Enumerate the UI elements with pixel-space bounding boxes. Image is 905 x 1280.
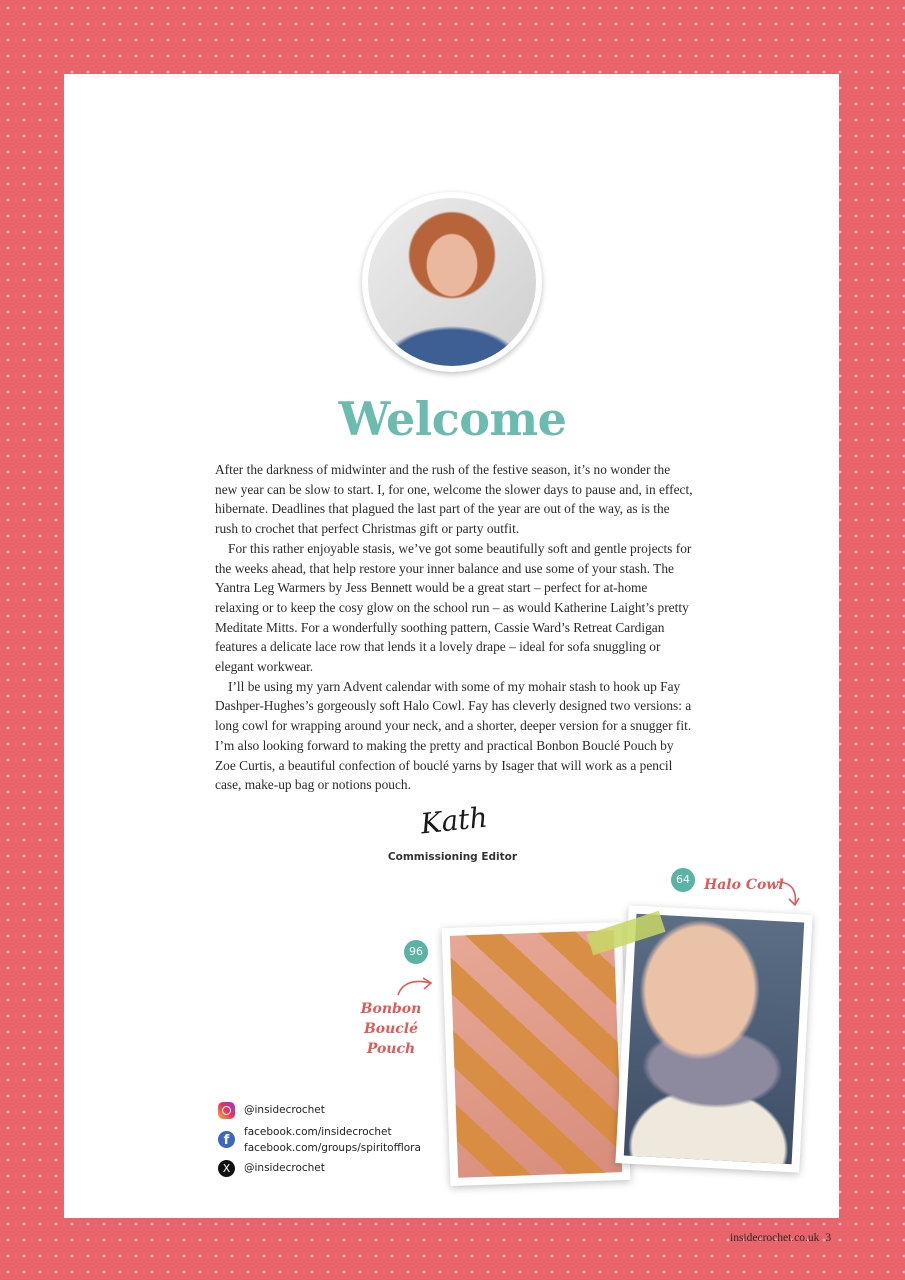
editor-letter <box>215 460 693 795</box>
footer-site[interactable]: insidecrochet.co.uk <box>730 1232 820 1244</box>
facebook-icon: f <box>218 1131 235 1148</box>
pouch-label[interactable]: Bonbon Bouclé Pouch <box>360 1001 422 1057</box>
paragraph: After the darkness of midwinter and the rush of the festive season, it’s no wonder the new year can be slow to start. I, for one, welcome the slower days to pause and, in effect, hibernate. Deadlines that plagued the last part of the year are out of the way, as is the rush to crochet that perfect Christmas gift or party outfit. <box>215 462 693 537</box>
paragraph: For this rather enjoyable stasis, we’ve got some beautifully soft and gentle projects for the weeks ahead, that help restore your inner balance and use some of your stash. The Yantra Leg Warmers by Jess Bennett would be a great start – perfect for at-home relaxing or to keep the cosy glow on the school run – as would Katherine Laight’s pretty Meditate Mitts. For a wonderfully soothing pattern, Cassie Ward’s Retreat Cardigan features a delicate lace row that lends it a lovely drape – ideal for sofa snuggling or elegant workwear. <box>215 540 692 675</box>
instagram-icon <box>218 1102 235 1119</box>
cowl-page-badge[interactable]: 64 <box>671 868 695 892</box>
pouch-photo[interactable] <box>442 922 631 1186</box>
page-footer <box>730 1232 831 1244</box>
editor-portrait <box>362 192 542 372</box>
cowl-arrow-icon <box>775 880 805 910</box>
pouch-arrow-icon <box>396 975 436 999</box>
x-icon: X <box>218 1160 235 1177</box>
pouch-page-badge[interactable]: 96 <box>404 940 428 964</box>
cowl-photo[interactable] <box>615 905 812 1172</box>
signature: Kath <box>419 800 489 841</box>
paragraph: I’ll be using my yarn Advent calendar with some of my mohair stash to hook up Fay Dashper-Hughes’s gorgeously soft Halo Cowl. Fay has cleverly designed two versions: a long cowl for wrapping around your neck, and a shorter, deeper version for a snugger fit. I’m also looking forward to making the pretty and practical Bonbon Bouclé Pouch by Zoe Curtis, a beautiful confection of bouclé yarns by Isager that will work as a pencil case, make-up bag or notions pouch. <box>215 678 692 793</box>
page-number: 3 <box>825 1232 832 1244</box>
page-title: Welcome <box>338 392 567 446</box>
cowl-label[interactable]: Halo Cowl <box>704 877 784 893</box>
editor-role: Commissioning Editor <box>387 851 518 863</box>
